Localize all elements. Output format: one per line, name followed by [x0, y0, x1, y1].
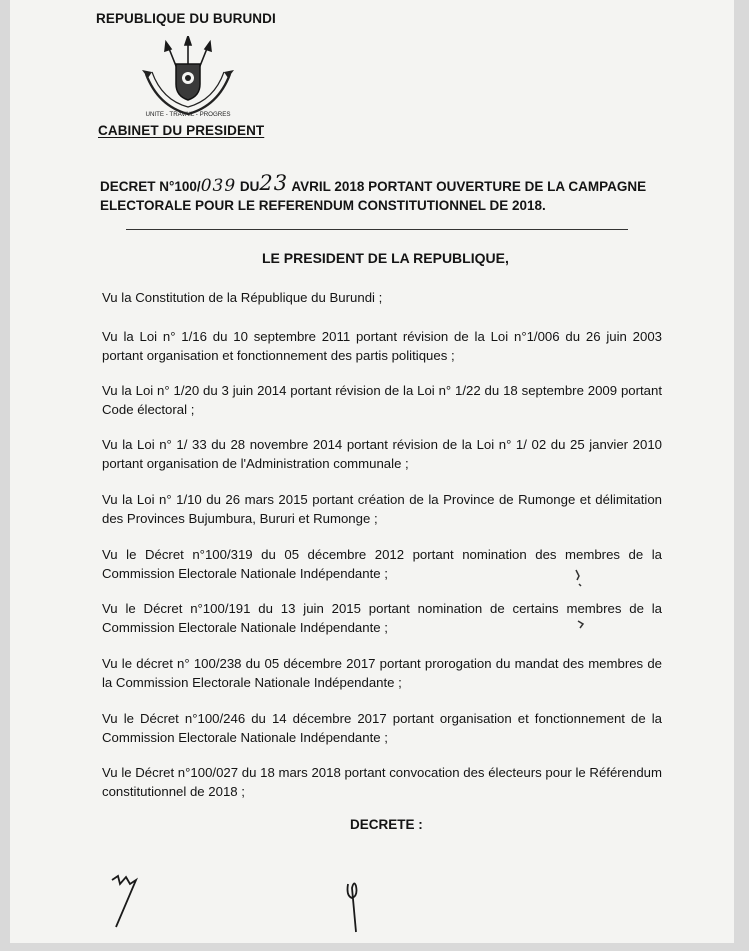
paraphe-scribble-icon	[338, 874, 368, 936]
decree-title-rest: AVRIL 2018 PORTANT OUVERTURE DE LA CAMPAGNE	[288, 179, 647, 194]
vu-clause: Vu le Décret n°100/319 du 05 décembre 2012 portant nomination des membres de la Commission Electorale Nationale Indépendante ;	[102, 547, 662, 581]
decree-title	[100, 171, 660, 215]
burundi-coat-of-arms-icon	[138, 36, 238, 120]
initials-scribble-icon	[106, 872, 146, 932]
vu-clause: Vu la Loi n° 1/ 33 du 28 novembre 2014 portant révision de la Loi n° 1/ 02 du 25 janvier 2010 portant organisation de l'Administration communale ;	[102, 437, 662, 471]
vu-clause: Vu le décret n° 100/238 du 05 décembre 2017 portant prorogation du mandat des membres de la Commission Electorale Nationale Indépendante ;	[102, 656, 662, 690]
decrete-heading: DECRETE :	[350, 817, 423, 832]
cabinet-heading: CABINET DU PRESIDENT	[98, 123, 265, 138]
decree-number-handwritten: 039	[200, 176, 237, 196]
decree-du: DU	[236, 179, 260, 194]
decree-number-prefix: DECRET N°100/	[100, 179, 201, 194]
document-page	[10, 0, 734, 943]
vu-clause: Vu le Décret n°100/246 du 14 décembre 2017 portant organisation et fonctionnement de la Commission Electorale Nationale Indépendante ;	[102, 711, 662, 745]
decree-day-handwritten: 23	[259, 171, 289, 195]
title-divider	[126, 229, 628, 230]
vu-clause: Vu le Décret n°100/191 du 13 juin 2015 portant nomination de certains membres de la Commission Electorale Nationale Indépendante ;	[102, 601, 662, 635]
vu-clause: Vu la Loi n° 1/20 du 3 juin 2014 portant révision de la Loi n° 1/22 du 18 septembre 2009 portant Code électoral ;	[102, 383, 662, 417]
emblem-motto: UNITE - TRAVAIL - PROGRES	[145, 111, 231, 118]
vu-clause: Vu la Constitution de la République du Burundi ;	[102, 290, 383, 305]
ink-speck-icon	[570, 566, 590, 636]
decree-title-line-1	[100, 171, 660, 196]
vu-clause: Vu la Loi n° 1/10 du 26 mars 2015 portant création de la Province de Rumonge et délimitation des Provinces Bujumbura, Bururi et Rumonge ;	[102, 492, 662, 526]
president-heading: LE PRESIDENT DE LA REPUBLIQUE,	[262, 250, 509, 266]
vu-clause: Vu la Loi n° 1/16 du 10 septembre 2011 portant révision de la Loi n°1/006 du 26 juin 2003 portant organisation et fonctionnement des partis politiques ;	[102, 329, 662, 363]
republic-heading: REPUBLIQUE DU BURUNDI	[96, 11, 276, 26]
vu-clause: Vu le Décret n°100/027 du 18 mars 2018 portant convocation des électeurs pour le Référendum constitutionnel de 2018 ;	[102, 765, 662, 799]
decree-title-line-2: ELECTORALE POUR LE REFERENDUM CONSTITUTIONNEL DE 2018.	[100, 198, 546, 213]
